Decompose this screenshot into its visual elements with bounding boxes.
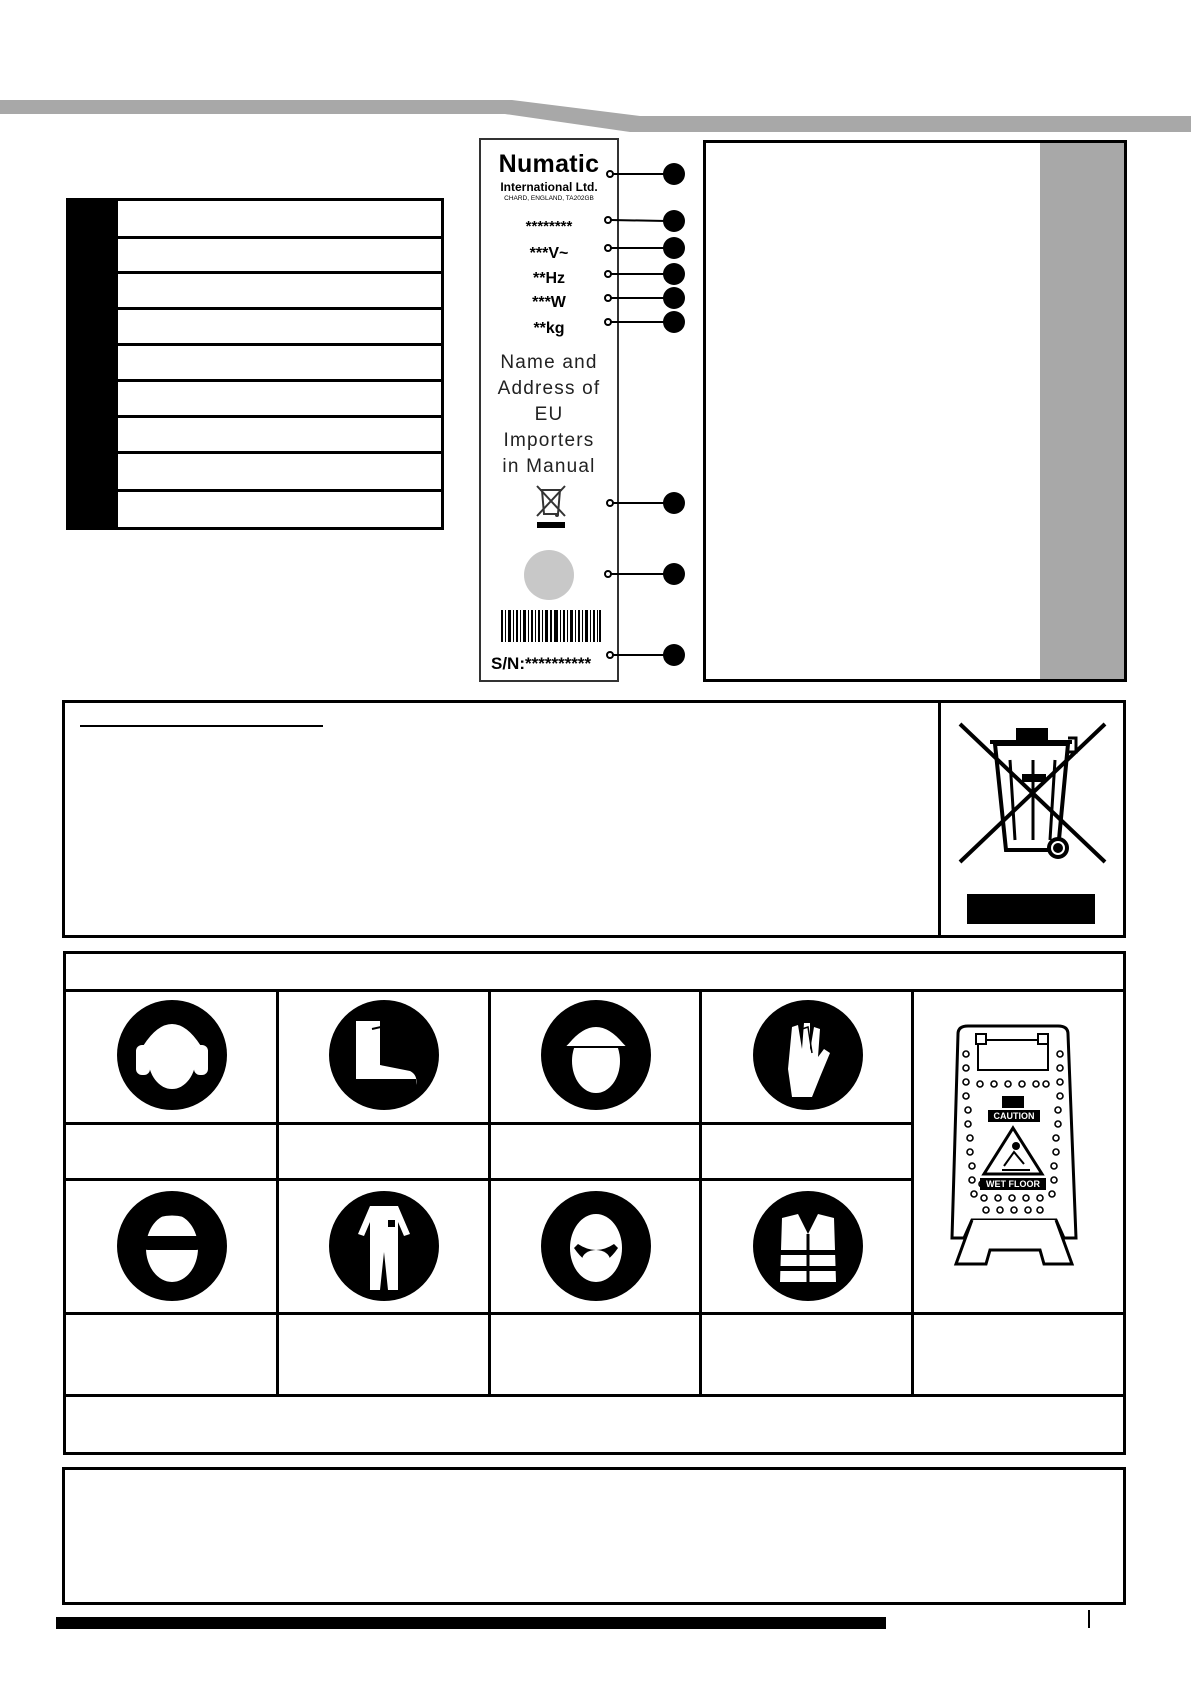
spec-row — [118, 236, 441, 239]
brand-name: Numatic — [498, 150, 600, 178]
hi-vis-vest-icon — [752, 1190, 864, 1302]
hard-hat-icon — [540, 999, 652, 1111]
footer-bar — [56, 1617, 886, 1629]
spec-row — [118, 451, 441, 454]
notes-box — [62, 1467, 1126, 1605]
grid-line — [699, 989, 702, 1397]
power-value: ***W — [532, 294, 566, 311]
spec-row — [118, 415, 441, 418]
spec-row — [118, 271, 441, 274]
grid-line — [276, 989, 279, 1397]
grid-line — [63, 1394, 1126, 1397]
weee-divider — [938, 700, 941, 938]
company-name: International Ltd. — [500, 180, 598, 194]
spec-table — [66, 198, 444, 530]
spec-row — [118, 343, 441, 346]
weee-crossed-bin-icon — [950, 712, 1120, 880]
importer-note: Name and Address of EU Importers in Manual — [497, 352, 601, 477]
callout-markers — [600, 150, 690, 670]
grid-line — [488, 989, 491, 1397]
spec-table-side-bar — [69, 201, 118, 527]
gloves-icon — [752, 999, 864, 1111]
caution-wet-floor-sign-icon — [946, 1024, 1081, 1284]
weee-heading-underline — [80, 725, 323, 727]
serial-number: S/N:********** — [491, 654, 592, 673]
compliance-mark-dot — [524, 550, 574, 600]
panel-stripe — [1040, 143, 1124, 679]
spec-row — [118, 379, 441, 382]
safety-glasses-icon — [116, 1190, 228, 1302]
grid-line — [63, 989, 1126, 992]
rating-plate-legend-panel — [703, 140, 1127, 682]
wet-floor-label: WET FLOOR — [986, 1179, 1040, 1189]
footer-divider — [1088, 1610, 1090, 1628]
weight-value: **kg — [533, 320, 565, 337]
grid-line — [911, 989, 914, 1397]
header-band — [0, 96, 1191, 136]
ear-protection-icon — [116, 999, 228, 1111]
caution-label: CAUTION — [993, 1111, 1035, 1121]
voltage-value: ***V~ — [529, 245, 569, 262]
safety-boots-icon — [328, 999, 440, 1111]
dust-mask-icon — [540, 1190, 652, 1302]
weee-bin-small-icon — [531, 482, 571, 530]
weee-date-bar — [967, 894, 1095, 924]
barcode — [501, 610, 601, 642]
rating-plate — [479, 138, 619, 682]
spec-row — [118, 489, 441, 492]
protective-overalls-icon — [328, 1190, 440, 1302]
company-address: CHARD, ENGLAND, TA202GB — [504, 195, 594, 202]
model-number: ******** — [525, 218, 573, 235]
spec-row — [118, 307, 441, 310]
frequency-value: **Hz — [532, 270, 565, 287]
grid-line — [63, 1312, 1126, 1315]
